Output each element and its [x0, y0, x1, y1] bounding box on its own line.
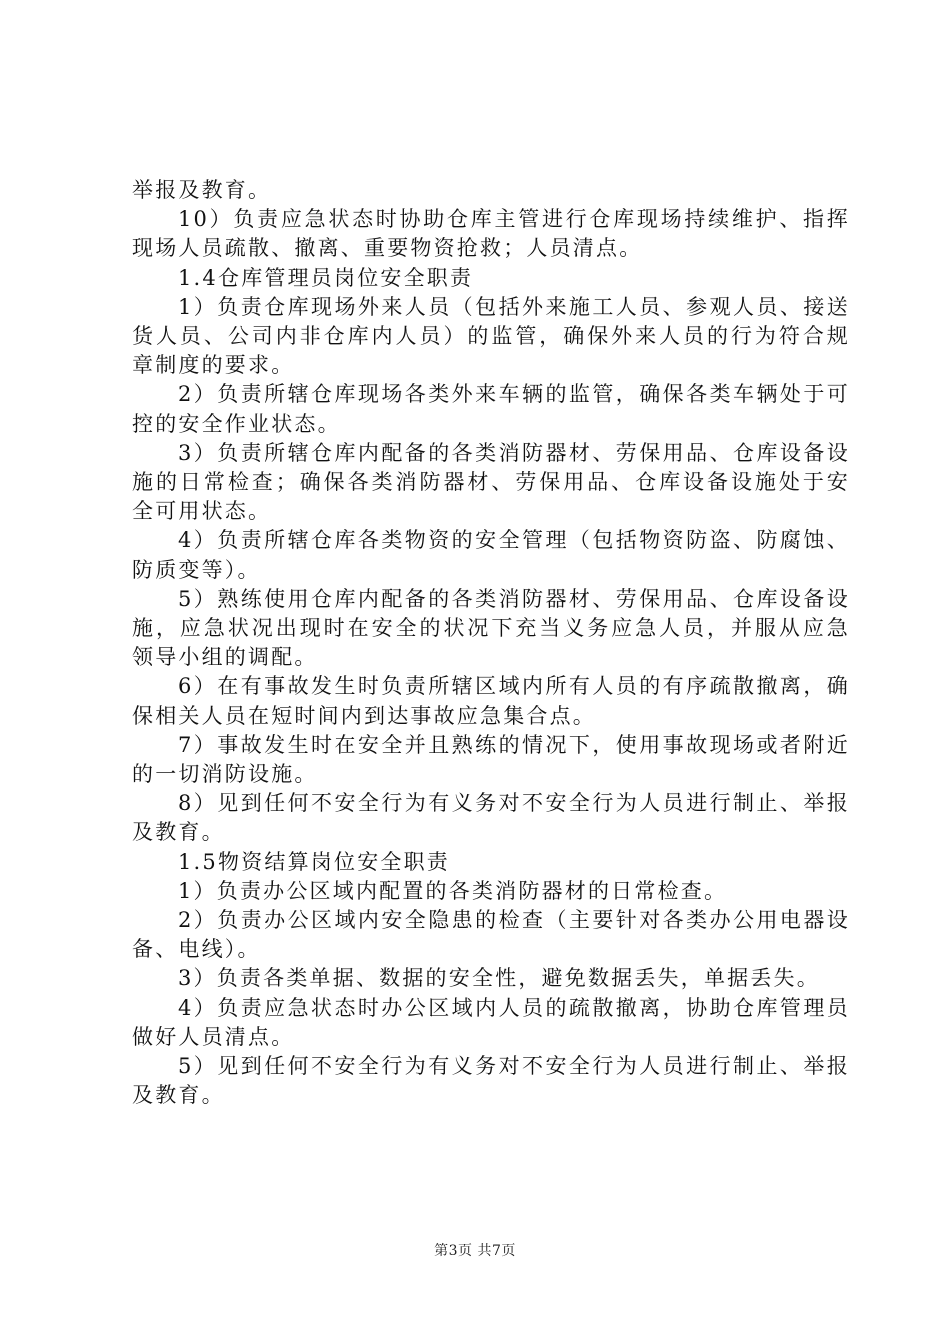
section-heading-1-5: 1.5物资结算岗位安全职责	[178, 849, 450, 874]
paragraph-item-7: 7）事故发生时在安全并且熟练的情况下，使用事故现场或者附近的一切消防设施。	[132, 732, 850, 787]
paragraph-item-1: 1）负责办公区域内配置的各类消防器材的日常检查。	[178, 878, 728, 903]
paragraph-item-4: 4）负责应急状态时办公区域内人员的疏散撤离，协助仓库管理员做好人员清点。	[132, 995, 850, 1049]
paragraph-item-4: 4）负责所辖仓库各类物资的安全管理（包括物资防盗、防腐蚀、防质变等）。	[132, 528, 850, 582]
paragraph-item-3: 3）负责所辖仓库内配备的各类消防器材、劳保用品、仓库设备设施的日常检查；确保各类消防器材、劳保用品、仓库设备设施处于安全可用状态。	[132, 440, 850, 524]
paragraph-item-5: 5）见到任何不安全行为有义务对不安全行为人员进行制止、举报及教育。	[132, 1054, 850, 1108]
paragraph-item-2: 2）负责所辖仓库现场各类外来车辆的监管，确保各类车辆处于可控的安全作业状态。	[132, 382, 850, 436]
section-heading-1-4: 1.4仓库管理员岗位安全职责	[178, 265, 474, 290]
paragraph-item-3: 3）负责各类单据、数据的安全性，避免数据丢失，单据丢失。	[178, 966, 820, 991]
paragraph-item-1: 1）负责仓库现场外来人员（包括外来施工人员、参观人员、接送货人员、公司内非仓库内人员）的监管，确保外来人员的行为符合规章制度的要求。	[132, 294, 850, 378]
paragraph-item-8: 8）见到任何不安全行为有义务对不安全行为人员进行制止、举报及教育。	[132, 791, 850, 845]
paragraph-continuation: 举报及教育。	[132, 178, 272, 202]
document-body	[132, 176, 850, 1111]
paragraph-item-6: 6）在有事故发生时负责所辖区域内所有人员的有序疏散撤离，确保相关人员在短时间内到达事故应急集合点。	[132, 674, 850, 728]
paragraph-item-2: 2）负责办公区域内安全隐患的检查（主要针对各类办公用电器设备、电线）。	[132, 908, 850, 962]
paragraph-item-5: 5）熟练使用仓库内配备的各类消防器材、劳保用品、仓库设备设施，应急状况出现时在安全的状况下充当义务应急人员，并服从应急领导小组的调配。	[132, 586, 850, 670]
page-number-footer: 第3页 共7页	[434, 1243, 516, 1259]
paragraph-item-10: 10）负责应急状态时协助仓库主管进行仓库现场持续维护、指挥现场人员疏散、撤离、重要物资抢救；人员清点。	[132, 207, 850, 261]
